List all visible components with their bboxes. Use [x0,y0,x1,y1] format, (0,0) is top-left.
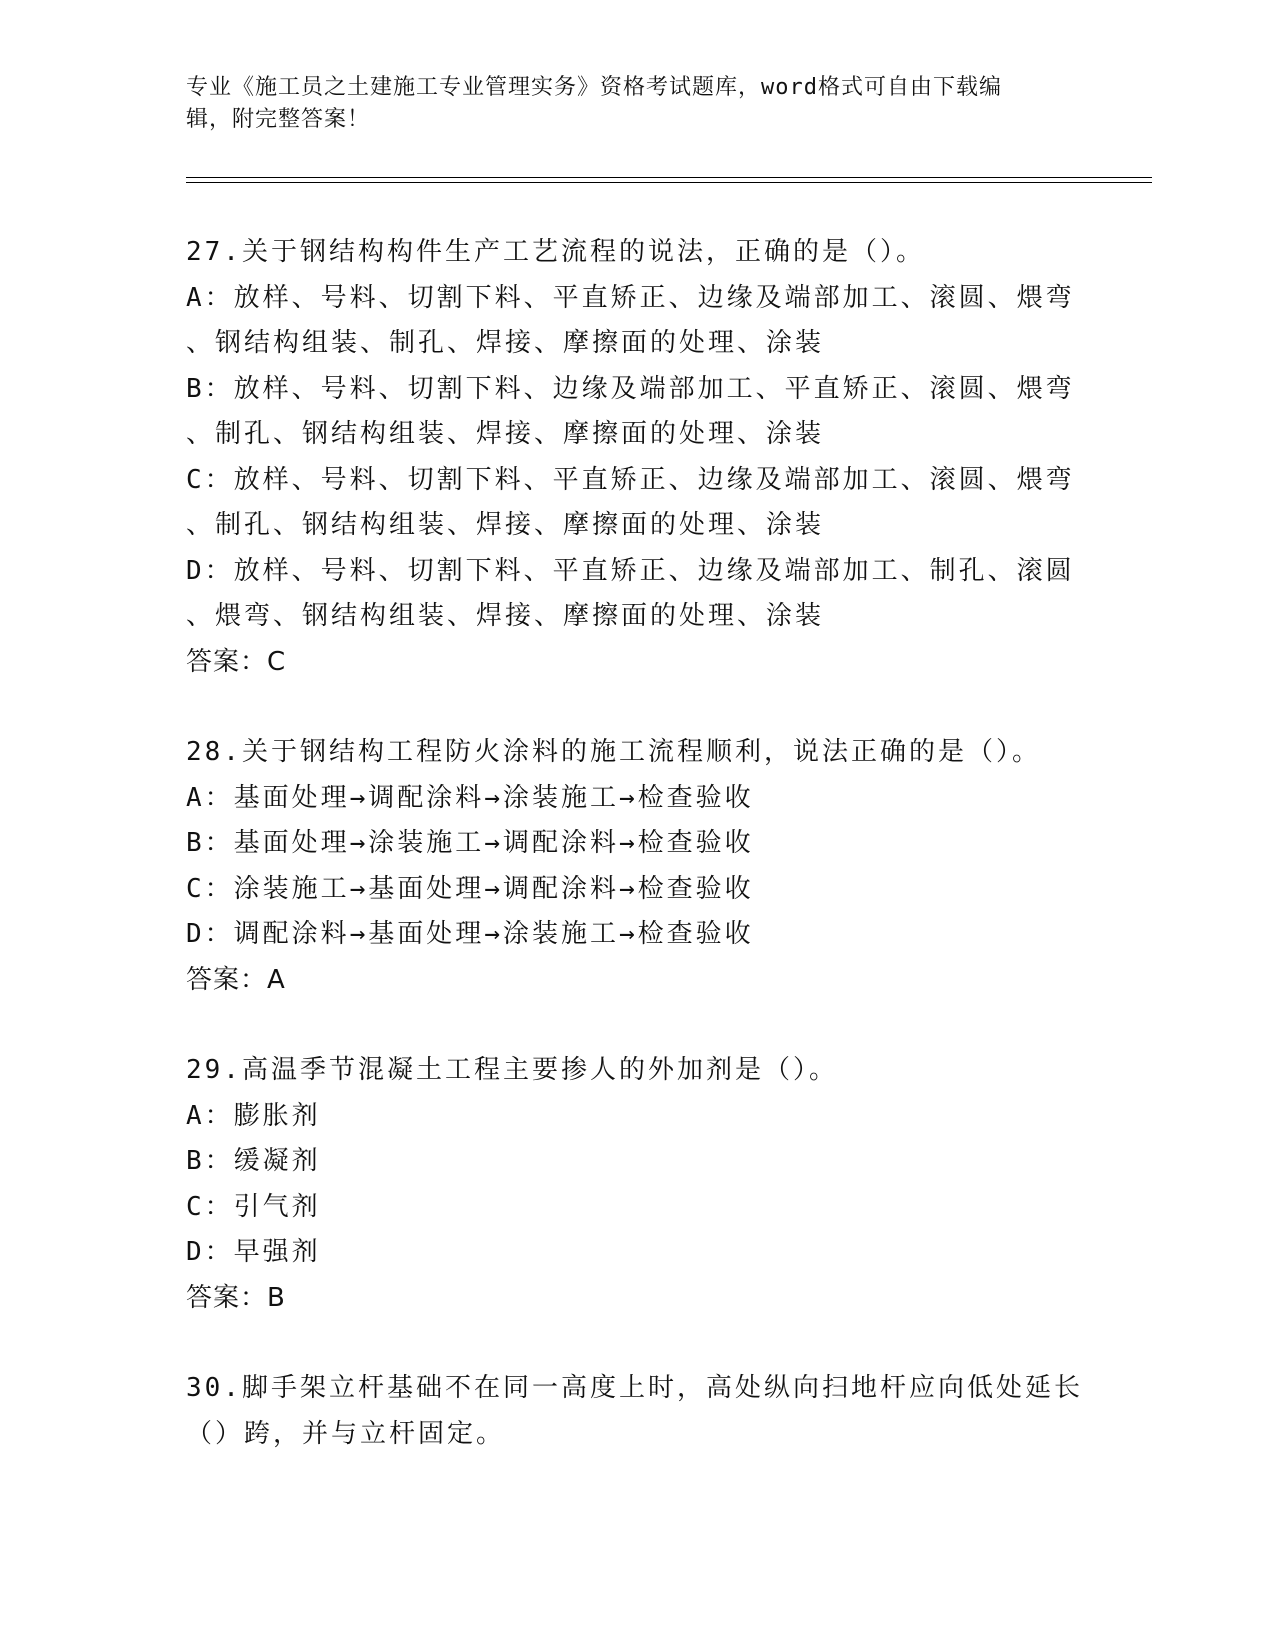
option-line: A：基面处理→调配涂料→涂装施工→检查验收 [186,782,754,813]
option-line: D：调配涂料→基面处理→涂装施工→检查验收 [186,919,754,949]
question-list [186,230,1086,1457]
header-divider-bottom [186,182,1152,183]
question-28 [186,730,1086,1003]
header-line-2: 辑，附完整答案！ [186,107,371,132]
option-line: 、煨弯、钢结构组装、焊接、摩擦面的处理、涂装 [186,601,825,631]
question-29 [186,1048,1086,1321]
answer-label: 答案：A [186,964,286,995]
option-line: A：膨胀剂 [186,1100,321,1131]
option-line: 、钢结构组装、制孔、焊接、摩擦面的处理、涂装 [186,328,825,358]
option-line: C：涂装施工→基面处理→调配涂料→检查验收 [186,873,754,904]
question-stem: 27.关于钢结构构件生产工艺流程的说法，正确的是（）。 [186,237,925,267]
question-stem: 30.脚手架立杆基础不在同一高度上时，高处纵向扫地杆应向低处延长 [186,1373,1083,1403]
answer-label: 答案：C [186,646,287,677]
question-30 [186,1366,1086,1457]
option-line: C：引气剂 [186,1191,321,1222]
header-divider-top [186,177,1152,178]
option-line: B：缓凝剂 [186,1146,321,1176]
question-27 [186,230,1086,685]
header-line-1: 专业《施工员之土建施工专业管理实务》资格考试题库，word格式可自由下载编 [186,75,1002,100]
option-line: B：基面处理→涂装施工→调配涂料→检查验收 [186,828,754,858]
option-line: A：放样、号料、切割下料、平直矫正、边缘及端部加工、滚圆、煨弯 [186,282,1075,313]
question-stem: 28.关于钢结构工程防火涂料的施工流程顺利，说法正确的是（）。 [186,737,1041,767]
answer-label: 答案：B [186,1282,286,1313]
option-line: 、制孔、钢结构组装、焊接、摩擦面的处理、涂装 [186,419,825,449]
document-header [186,72,1066,136]
option-line: D：放样、号料、切割下料、平直矫正、边缘及端部加工、制孔、滚圆 [186,555,1075,586]
question-stem: 29.高温季节混凝土工程主要掺人的外加剂是（）。 [186,1055,838,1085]
option-line: D：早强剂 [186,1237,321,1267]
option-line: 、制孔、钢结构组装、焊接、摩擦面的处理、涂装 [186,510,825,540]
question-stem-continued: （）跨，并与立杆固定。 [186,1418,506,1449]
option-line: B：放样、号料、切割下料、边缘及端部加工、平直矫正、滚圆、煨弯 [186,373,1075,404]
option-line: C：放样、号料、切割下料、平直矫正、边缘及端部加工、滚圆、煨弯 [186,464,1075,495]
